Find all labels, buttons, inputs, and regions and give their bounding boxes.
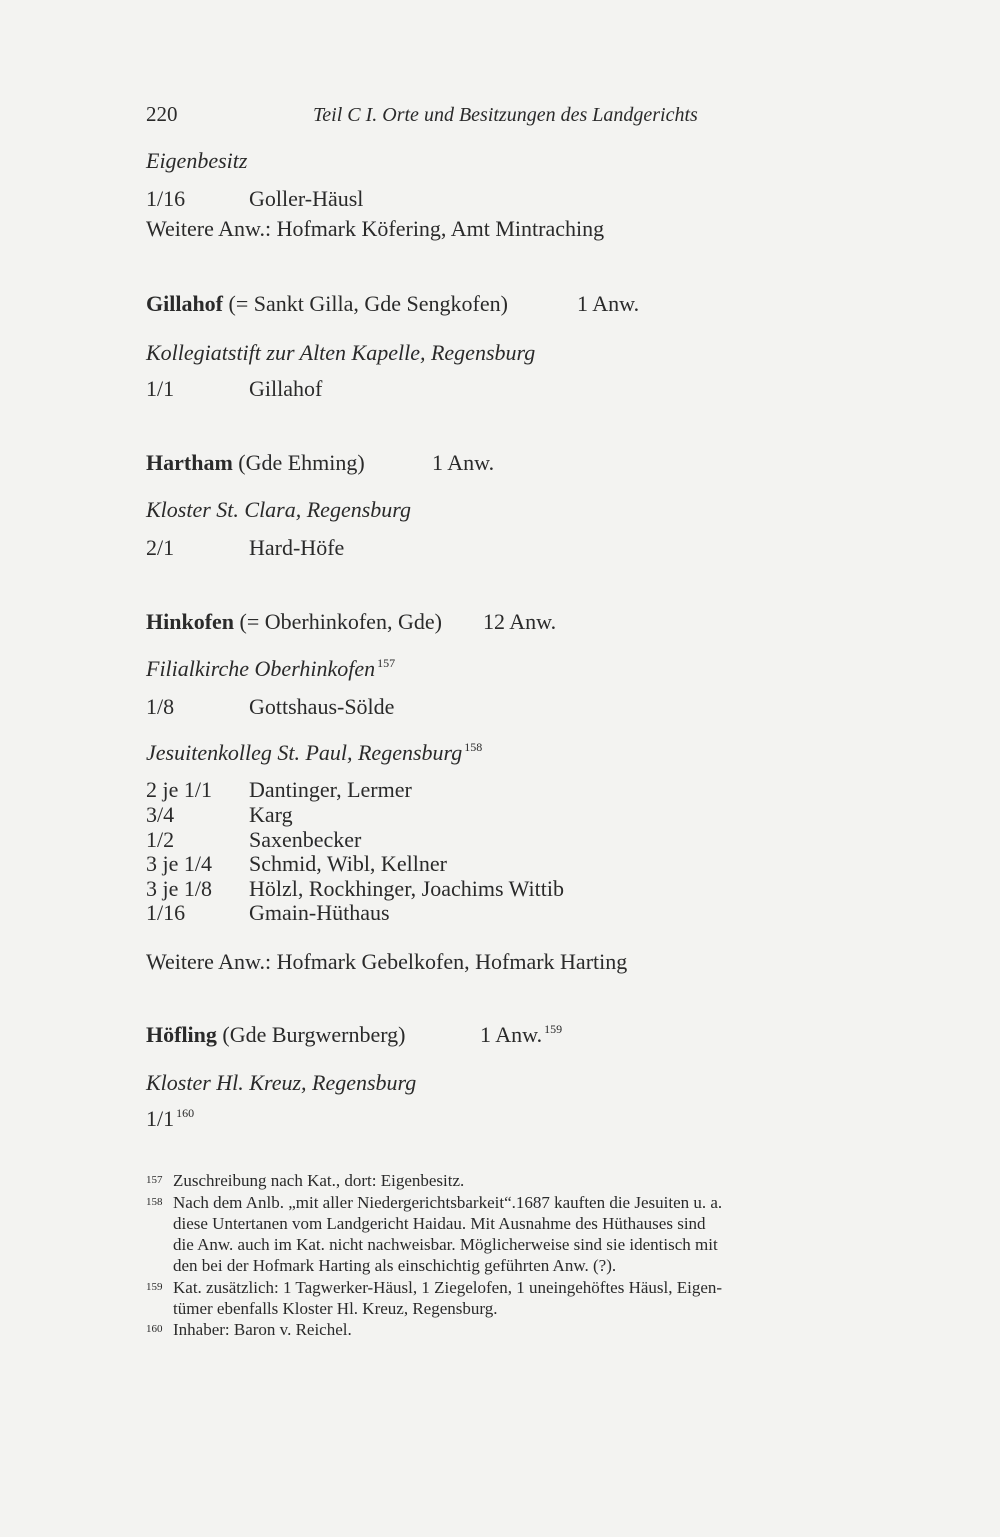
footnote-number: 160 — [146, 1323, 163, 1335]
place-name: Gillahof — [146, 291, 224, 316]
footnote-line: Nach dem Anlb. „mit aller Niedergerichtsbarkeit“.1687 kauften die Jesuiten u. a. — [173, 1193, 723, 1212]
page-number: 220 — [146, 102, 178, 126]
holding-count: 1 Anw. — [577, 291, 640, 316]
footnote-line: tümer ebenfalls Kloster Hl. Kreuz, Regensburg. — [173, 1299, 498, 1318]
place-name: Höfling — [146, 1022, 217, 1047]
owner-heading: Eigenbesitz — [146, 148, 248, 173]
footnote-line: die Anw. auch im Kat. nicht nachweisbar. Möglicherweise sind sie identisch mit — [173, 1235, 718, 1254]
share-value: 3/4 — [146, 802, 175, 827]
share-number: 1/1 — [146, 1106, 175, 1131]
holding-count: 12 Anw. — [483, 609, 557, 634]
share-value: 1/16 — [146, 900, 186, 925]
share-value: 3 je 1/8 — [146, 876, 212, 901]
share-value: 1/2 — [146, 827, 175, 852]
holding-name: Goller-Häusl — [249, 186, 364, 211]
other-holdings-note: Weitere Anw.: Hofmark Köfering, Amt Mintraching — [146, 216, 605, 241]
share-value: 2/1 — [146, 535, 175, 560]
share-value: 2 je 1/1 — [146, 777, 212, 802]
owner-heading: Kollegiatstift zur Alten Kapelle, Regensburg — [146, 340, 536, 365]
owner-heading — [146, 740, 482, 766]
holding-name: Karg — [249, 802, 293, 827]
place-entry — [146, 450, 365, 476]
holding-name: Hard-Höfe — [249, 535, 345, 560]
place-detail: (= Sankt Gilla, Gde Sengkofen) — [228, 291, 508, 316]
owner-name: Jesuitenkolleg St. Paul, Regensburg — [146, 740, 463, 765]
share-value: 1/1 — [146, 376, 175, 401]
footnote-line: den bei der Hofmark Harting als einschichtig geführten Anw. (?). — [173, 1256, 617, 1275]
footnote-ref: 158 — [464, 740, 483, 754]
place-detail: (Gde Ehming) — [238, 450, 365, 475]
footnote-number: 159 — [146, 1281, 163, 1293]
holding-name: Gottshaus-Sölde — [249, 694, 395, 719]
place-entry — [146, 291, 508, 317]
place-name: Hartham — [146, 450, 233, 475]
holding-name: Hölzl, Rockhinger, Joachims Wittib — [249, 876, 564, 901]
holding-name: Dantinger, Lermer — [249, 777, 412, 802]
other-holdings-note: Weitere Anw.: Hofmark Gebelkofen, Hofmark Harting — [146, 949, 628, 974]
holding-name: Gmain-Hüthaus — [249, 900, 390, 925]
footnote-ref: 157 — [377, 656, 396, 670]
owner-name: Filialkirche Oberhinkofen — [146, 656, 376, 681]
footnote-number: 157 — [146, 1174, 163, 1186]
holding-name: Schmid, Wibl, Kellner — [249, 851, 447, 876]
footnote-ref: 159 — [544, 1022, 563, 1036]
share-value — [146, 1106, 194, 1132]
owner-heading — [146, 656, 395, 682]
owner-heading: Kloster St. Clara, Regensburg — [146, 497, 412, 522]
running-title: Teil C I. Orte und Besitzungen des Landgerichts — [313, 104, 698, 126]
place-detail: (= Oberhinkofen, Gde) — [239, 609, 442, 634]
holding-count: 1 Anw. — [432, 450, 495, 475]
holding-name: Gillahof — [249, 376, 323, 401]
holding-count-value: 1 Anw. — [480, 1022, 543, 1047]
footnote-line: Kat. zusätzlich: 1 Tagwerker-Häusl, 1 Ziegelofen, 1 uneingehöftes Häusl, Eigen- — [173, 1278, 723, 1297]
footnote-line: Zuschreibung nach Kat., dort: Eigenbesitz. — [173, 1171, 465, 1190]
footnote-ref: 160 — [176, 1106, 195, 1120]
place-entry — [146, 609, 442, 635]
place-name: Hinkofen — [146, 609, 235, 634]
holding-count — [480, 1022, 562, 1048]
owner-heading: Kloster Hl. Kreuz, Regensburg — [146, 1070, 417, 1095]
share-value: 1/8 — [146, 694, 175, 719]
footnote-number: 158 — [146, 1196, 163, 1208]
share-value: 3 je 1/4 — [146, 851, 212, 876]
share-value: 1/16 — [146, 186, 186, 211]
place-entry — [146, 1022, 406, 1048]
holding-name: Saxenbecker — [249, 827, 362, 852]
place-detail: (Gde Burgwernberg) — [222, 1022, 406, 1047]
footnote-line: Inhaber: Baron v. Reichel. — [173, 1320, 352, 1339]
footnote-line: diese Untertanen vom Landgericht Haidau. Mit Ausnahme des Hüthauses sind — [173, 1214, 706, 1233]
